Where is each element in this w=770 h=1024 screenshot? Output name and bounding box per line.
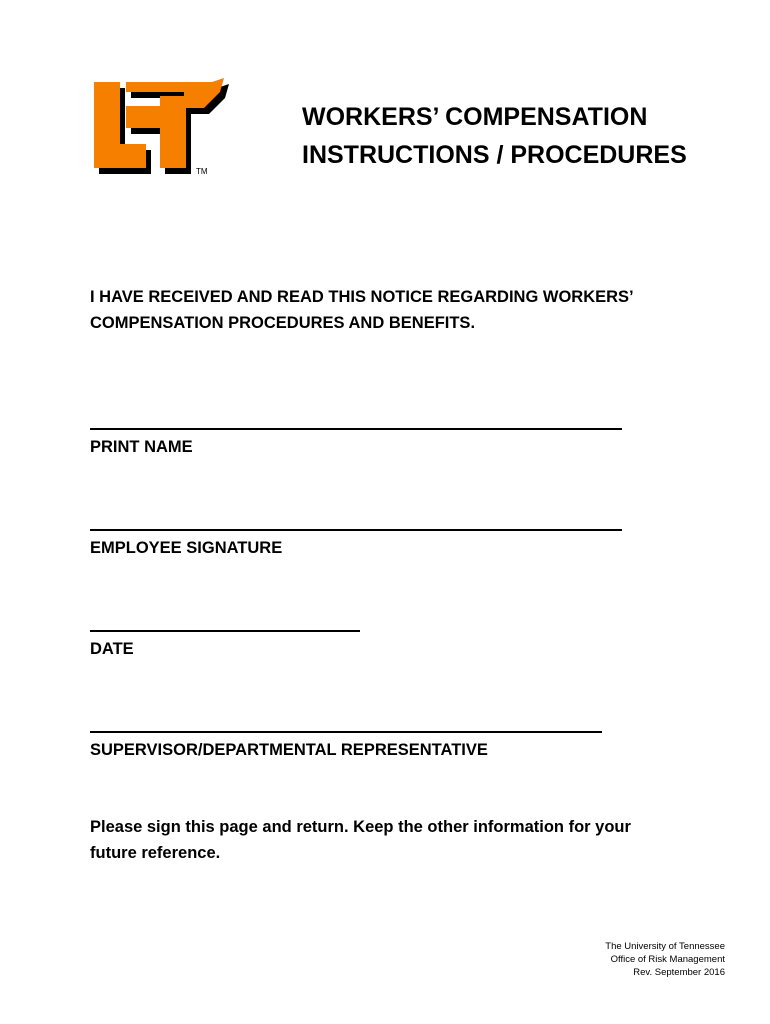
employee-signature-field[interactable] bbox=[90, 529, 622, 558]
title-line-1: WORKERS’ COMPENSATION bbox=[302, 103, 648, 131]
trademark-text: TM bbox=[196, 167, 208, 176]
footer-line-1: The University of Tennessee bbox=[605, 941, 725, 952]
ut-logo-graphic bbox=[92, 78, 232, 180]
acknowledgement-text bbox=[90, 284, 700, 336]
instruction-line-1: Please sign this page and return. Keep the other information for your bbox=[90, 818, 631, 836]
print-name-label: PRINT NAME bbox=[90, 438, 193, 456]
print-name-line[interactable] bbox=[90, 428, 622, 430]
footer-line-3: Rev. September 2016 bbox=[633, 967, 725, 978]
page-title bbox=[302, 98, 742, 174]
title-line-2: INSTRUCTIONS / PROCEDURES bbox=[302, 141, 687, 169]
footer-line-2: Office of Risk Management bbox=[610, 954, 725, 965]
supervisor-label: SUPERVISOR/DEPARTMENTAL REPRESENTATIVE bbox=[90, 741, 488, 759]
ut-logo bbox=[92, 78, 232, 180]
supervisor-field[interactable] bbox=[90, 731, 602, 760]
date-field[interactable] bbox=[90, 630, 360, 659]
acknowledgement-line-2: COMPENSATION PROCEDURES AND BENEFITS. bbox=[90, 314, 476, 332]
print-name-field[interactable] bbox=[90, 428, 622, 457]
employee-signature-line[interactable] bbox=[90, 529, 622, 531]
footer bbox=[605, 940, 725, 979]
date-line[interactable] bbox=[90, 630, 360, 632]
supervisor-line[interactable] bbox=[90, 731, 602, 733]
instruction-text bbox=[90, 814, 710, 866]
date-label: DATE bbox=[90, 640, 134, 658]
acknowledgement-line-1: I HAVE RECEIVED AND READ THIS NOTICE REGARDING WORKERS’ bbox=[90, 288, 634, 306]
instruction-line-2: future reference. bbox=[90, 844, 221, 862]
employee-signature-label: EMPLOYEE SIGNATURE bbox=[90, 539, 283, 557]
